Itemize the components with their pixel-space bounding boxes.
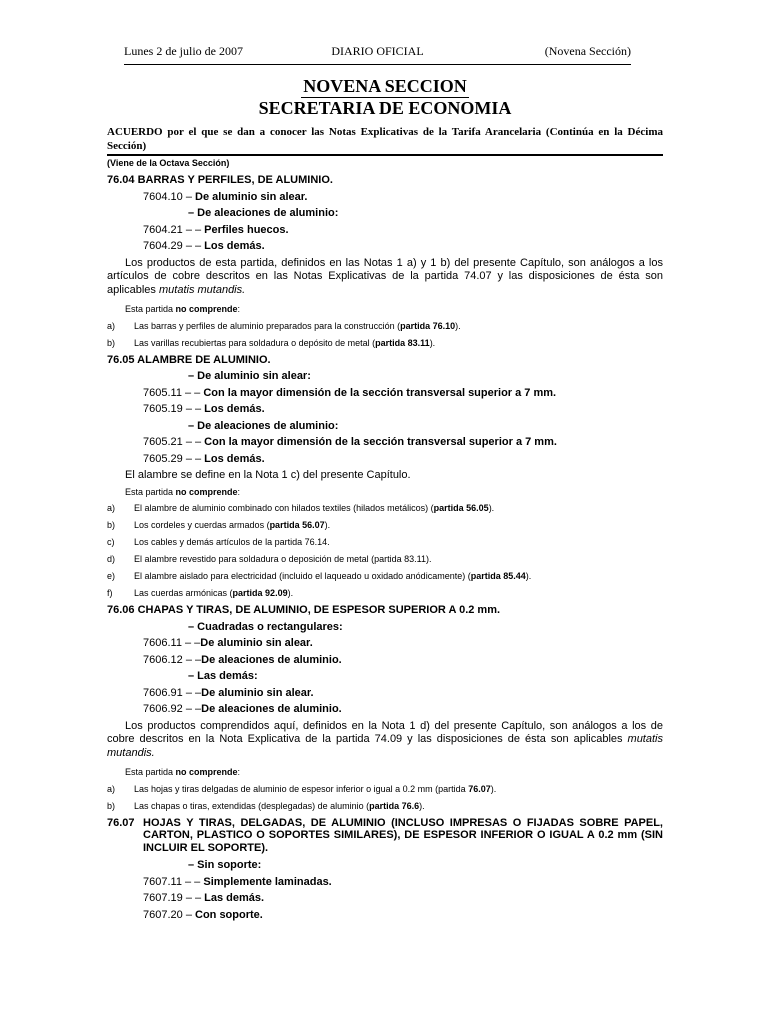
paragraph-text: Los productos comprendidos aquí, definidos en la Nota 1 d) del presente Capítulo, son análogos a los de cobre descritos en la Nota Explicativa de la partida 74.09 y las disposiciones de ésta son aplicables <box>107 719 663 745</box>
tariff-desc: De aleaciones de aluminio. <box>201 703 342 715</box>
item-text: El alambre aislado para electricidad (incluido el laqueado u oxidado anódicamente) ( <box>134 571 471 581</box>
item-text: Las varillas recubiertas para soldadura o depósito de metal ( <box>134 337 376 348</box>
header-date: Lunes 2 de julio de 2007 <box>124 44 243 58</box>
item-end: ). <box>488 503 495 513</box>
item-letter: a) <box>107 503 116 513</box>
subheading-line <box>107 434 663 451</box>
tariff-desc: Los demás. <box>204 452 265 465</box>
item-letter: e) <box>107 571 116 581</box>
item-letter: a) <box>107 783 116 794</box>
item-ref: partida 76.6 <box>369 800 420 811</box>
tariff-desc: De aleaciones de aluminio. <box>201 653 342 666</box>
note-colon: : <box>237 304 241 314</box>
subheading-line <box>107 401 663 418</box>
paragraph-text: Los productos de esta partida, definidos en las Notas 1 a) y 1 b) del presente Capítulo, son análogos a los artículos de cobre descritos en las Notas Explicativas de la partida 74.07 y las disposiciones de ésta son aplicables <box>107 256 663 296</box>
list-item <box>107 798 663 815</box>
tariff-desc: Las demás. <box>204 892 265 904</box>
subheading-line <box>107 685 663 702</box>
item-ref: partida 92.09 <box>232 588 288 598</box>
note-colon: : <box>237 486 241 497</box>
tariff-desc: Los demás. <box>204 403 265 415</box>
item-text: El alambre de aluminio combinado con hilados textiles (hilados metálicos) ( <box>134 503 434 513</box>
title-rule <box>107 154 663 156</box>
subheading-line: – Cuadradas o rectangulares: <box>188 620 343 633</box>
tariff-desc: De aluminio sin alear. <box>200 637 313 649</box>
item-text: Las hojas y tiras delgadas de aluminio de espesor inferior o igual a 0.2 mm (partida <box>134 783 469 794</box>
heading-7606: 76.06 CHAPAS Y TIRAS, DE ALUMINIO, DE ESPESOR SUPERIOR A 0.2 mm. <box>107 604 501 616</box>
item-ref: partida 56.05 <box>433 503 489 513</box>
note-bold: no comprende <box>175 486 238 497</box>
item-letter: b) <box>107 337 116 348</box>
subheading-line: – De aleaciones de aluminio: <box>188 207 339 219</box>
tariff-desc: Simplemente laminadas. <box>203 875 332 888</box>
list-item <box>107 517 663 534</box>
section-title <box>0 75 770 98</box>
item-end: ). <box>455 320 461 331</box>
tariff-desc: De aluminio sin alear. <box>201 686 314 699</box>
ministry-title <box>0 97 770 119</box>
item-ref: partida 56.07 <box>269 520 325 530</box>
paragraph-italic: mutatis mutandis. <box>158 283 246 296</box>
subheading-line <box>107 238 663 255</box>
tariff-desc: Con la mayor dimensión de la sección transversal superior a 7 mm. <box>203 386 557 399</box>
list-item <box>107 585 663 602</box>
page-header <box>124 44 631 65</box>
item-text: El alambre revestido para soldadura o deposición de metal (partida 83.11). <box>134 554 432 564</box>
paragraph-italic: mutatis mutandis. <box>107 733 663 759</box>
subheading-line <box>107 189 663 206</box>
item-end: ). <box>419 800 425 811</box>
note-text: Esta partida <box>125 767 176 777</box>
subheading-line <box>107 890 663 907</box>
tariff-desc: Con la mayor dimensión de la sección transversal superior a 7 mm. <box>204 436 557 448</box>
item-end: ). <box>490 783 497 794</box>
list-item <box>107 534 663 551</box>
viene-note: (Viene de la Octava Sección) <box>107 158 230 168</box>
heading-7605: 76.05 ALAMBRE DE ALUMINIO. <box>107 353 271 366</box>
note-text: Esta partida <box>125 304 176 314</box>
tariff-code: 7606.91 – – <box>143 686 202 699</box>
item-text: Los cordeles y cuerdas armados ( <box>134 520 270 530</box>
note-text: Esta partida <box>125 486 176 497</box>
tariff-code: 7604.29 – – <box>143 240 205 252</box>
list-item <box>107 568 663 585</box>
exclusion-note <box>107 301 663 318</box>
tariff-code: 7605.21 – – <box>143 436 205 448</box>
item-letter: d) <box>107 554 116 564</box>
tariff-code: 7607.11 – – <box>143 875 204 888</box>
item-ref: partida 83.11 <box>375 337 430 348</box>
tariff-code: 7605.19 – – <box>143 403 205 415</box>
item-text: Las chapas o tiras, extendidas (desplegadas) de aluminio ( <box>134 800 370 811</box>
item-ref: partida 85.44 <box>470 571 526 581</box>
heading-text: HOJAS Y TIRAS, DELGADAS, DE ALUMINIO (INCLUSO IMPRESAS O FIJADAS SOBRE PAPEL, CARTON, PLASTICO O SOPORTES SIMILARES), DE ESPESOR INFERIOR O IGUAL A 0.2 mm (SIN INCLUIR EL SOPORTE). <box>143 816 663 854</box>
tariff-code: 7604.10 – <box>143 190 195 203</box>
tariff-code: 7605.29 – – <box>143 452 205 465</box>
list-item <box>107 318 663 335</box>
tariff-code: 7607.20 – <box>143 908 195 921</box>
tariff-code: 7606.12 – – <box>143 653 202 666</box>
subheading-line <box>107 701 663 718</box>
subheading-line: – De aleaciones de aluminio: <box>188 419 339 432</box>
item-end: ). <box>287 588 294 598</box>
heading-code: 76.07 <box>107 816 135 829</box>
subheading-line <box>107 451 663 468</box>
note-colon: : <box>237 767 241 777</box>
note-bold: no comprende <box>175 767 238 777</box>
subheading-line <box>107 874 663 891</box>
tariff-code: 7606.92 – – <box>143 703 202 715</box>
subheading-line <box>107 222 663 239</box>
heading-7604: 76.04 BARRAS Y PERFILES, DE ALUMINIO. <box>107 174 333 186</box>
subheading-line: – De aluminio sin alear: <box>188 370 311 382</box>
item-end: ). <box>324 520 331 530</box>
subheading-line <box>107 385 663 402</box>
paragraph <box>107 720 663 761</box>
item-end: ). <box>429 337 436 348</box>
item-text: Los cables y demás artículos de la partida 76.14. <box>134 537 330 547</box>
tariff-desc: Los demás. <box>204 240 265 252</box>
tariff-code: 7605.11 – – <box>143 386 204 399</box>
paragraph <box>107 257 663 298</box>
subheading-line <box>107 635 663 652</box>
document-body <box>107 172 663 923</box>
item-text: Las barras y perfiles de aluminio preparados para la construcción ( <box>134 320 401 331</box>
item-text: Las cuerdas armónicas ( <box>134 588 233 598</box>
tariff-desc: Con soporte. <box>195 908 263 921</box>
item-letter: f) <box>107 588 113 598</box>
item-ref: partida 76.10 <box>400 320 456 331</box>
item-letter: b) <box>107 520 116 530</box>
tariff-code: 7607.19 – – <box>143 892 205 904</box>
subheading-line <box>107 907 663 924</box>
ministry-title-text: SECRETARIA DE ECONOMIA <box>258 98 512 118</box>
item-ref: 76.07 <box>468 783 491 794</box>
tariff-code: 7606.11 – – <box>143 637 201 649</box>
note-bold: no comprende <box>175 304 238 314</box>
item-letter: b) <box>107 800 116 811</box>
item-letter: c) <box>107 537 115 547</box>
exclusion-note <box>107 484 663 501</box>
item-letter: a) <box>107 320 116 331</box>
list-item <box>107 781 663 798</box>
header-publication: DIARIO OFICIAL <box>331 44 424 58</box>
header-section: (Novena Sección) <box>544 44 631 58</box>
paragraph: El alambre se define en la Nota 1 c) del presente Capítulo. <box>125 469 411 481</box>
subheading-line <box>107 652 663 669</box>
list-item <box>107 551 663 568</box>
subheading-line: – Las demás: <box>188 670 258 682</box>
section-title-text: NOVENA SECCION <box>303 76 467 96</box>
heading-7607 <box>107 817 663 855</box>
tariff-code: 7604.21 – – <box>143 223 205 236</box>
exclusion-note <box>107 764 663 781</box>
tariff-desc: Perfiles huecos. <box>204 223 289 236</box>
list-item <box>107 335 663 352</box>
tariff-desc: De aluminio sin alear. <box>195 190 308 203</box>
subheading-line: – Sin soporte: <box>188 859 262 871</box>
item-end: ). <box>525 571 532 581</box>
list-item <box>107 500 663 517</box>
acuerdo-title: ACUERDO por el que se dan a conocer las Notas Explicativas de la Tarifa Arancelaria (Continúa en la Décima Sección) <box>107 126 663 152</box>
